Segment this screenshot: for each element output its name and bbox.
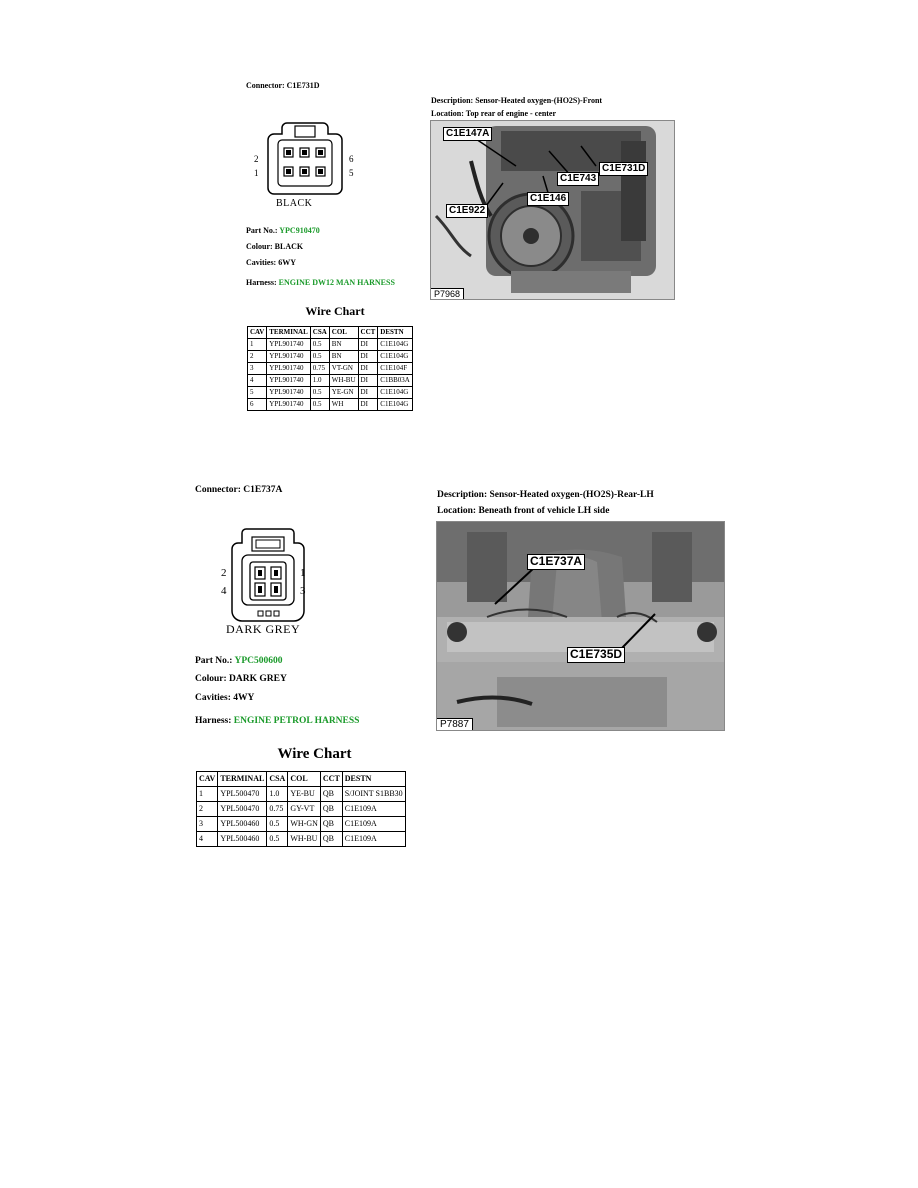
part-no-line [246, 226, 320, 235]
column-header: CAV [248, 327, 267, 339]
column-header: DESTN [378, 327, 413, 339]
column-header: DESTN [342, 772, 405, 787]
column-header: TERMINAL [267, 327, 311, 339]
harness-value: ENGINE PETROL HARNESS [233, 716, 360, 726]
table-cell: YE-GN [329, 387, 358, 399]
harness-value: ENGINE DW12 MAN HARNESS [278, 278, 395, 287]
table-cell: YPL500470 [218, 787, 267, 802]
cavities-label: Cavities: [195, 693, 231, 703]
description-value: Sensor-Heated oxygen-(HO2S)-Front [475, 96, 603, 105]
column-header: CSA [267, 772, 288, 787]
cavities-label: Cavities: [246, 258, 277, 267]
table-cell: C1E109A [342, 817, 405, 832]
wire-chart-title: Wire Chart [305, 304, 365, 318]
table-cell: YPL901740 [267, 399, 311, 411]
location-value: Beneath front of vehicle LH side [478, 506, 610, 516]
table-cell: 6 [248, 399, 267, 411]
table-cell: C1E104F [378, 363, 413, 375]
table-cell: DI [358, 375, 378, 387]
location-label: Location: [437, 506, 477, 516]
table-cell: YPL500460 [218, 817, 267, 832]
table-cell: YPL500460 [218, 832, 267, 847]
connector-heading [195, 485, 282, 495]
table-cell: 0.75 [310, 363, 329, 375]
part-no-label: Part No.: [195, 656, 233, 666]
table-cell: 4 [248, 375, 267, 387]
table-cell: YPL901740 [267, 387, 311, 399]
table-cell: C1BB03A [378, 375, 413, 387]
diagram-color-caption: DARK GREY [226, 622, 301, 636]
cavities-line [195, 693, 254, 703]
table-cell: 1 [248, 339, 267, 351]
table-cell: 3 [197, 817, 218, 832]
part-no-value: YPC910470 [279, 226, 320, 235]
description-line [437, 490, 654, 500]
table-cell: C1E109A [342, 832, 405, 847]
table-cell: DI [358, 339, 378, 351]
table-cell: 1.0 [267, 787, 288, 802]
table-cell: C1E104G [378, 339, 413, 351]
table-cell: YPL901740 [267, 351, 311, 363]
location-line [437, 506, 609, 516]
table-cell: GY-VT [288, 802, 321, 817]
colour-value: DARK GREY [229, 674, 287, 684]
location-photo [430, 120, 675, 300]
colour-value: BLACK [274, 242, 304, 251]
pin-label-1: 1 [300, 567, 306, 579]
connector-id: C1E731D [286, 81, 320, 90]
colour-label: Colour: [246, 242, 273, 251]
table-cell: YE-BU [288, 787, 321, 802]
table-cell: BN [329, 351, 358, 363]
cavities-line [246, 258, 296, 267]
column-header: CCT [320, 772, 342, 787]
colour-line [195, 674, 287, 684]
callout-c1e147a: C1E147A [443, 127, 492, 141]
callout-c1e146: C1E146 [527, 192, 569, 206]
callout-c1e735d: C1E735D [567, 647, 625, 663]
table-row [248, 387, 413, 399]
connector-id: C1E737A [243, 485, 283, 495]
wire-chart-table [196, 771, 406, 847]
column-header: CCT [358, 327, 378, 339]
column-header: CAV [197, 772, 218, 787]
table-header-row [197, 772, 406, 787]
harness-line [195, 716, 359, 726]
photo-code: P7968 [431, 288, 464, 299]
table-cell: 1.0 [310, 375, 329, 387]
table-cell: WH-GN [288, 817, 321, 832]
table-cell: DI [358, 351, 378, 363]
column-header: COL [288, 772, 321, 787]
table-cell: YPL500470 [218, 802, 267, 817]
table-cell: C1E104G [378, 351, 413, 363]
wire-chart-table [247, 326, 413, 411]
pin-label-2: 2 [254, 154, 259, 164]
table-row [248, 399, 413, 411]
table-cell: WH-BU [329, 375, 358, 387]
harness-label: Harness: [195, 716, 232, 726]
table-cell: 0.5 [310, 399, 329, 411]
table-cell: 0.75 [267, 802, 288, 817]
table-cell: WH [329, 399, 358, 411]
table-cell: C1E109A [342, 802, 405, 817]
table-row [197, 817, 406, 832]
callout-c1e922: C1E922 [446, 204, 488, 218]
table-cell: YPL901740 [267, 339, 311, 351]
table-cell: WH-BU [288, 832, 321, 847]
location-value: Top rear of engine - center [465, 109, 557, 118]
table-cell: 2 [248, 351, 267, 363]
table-cell: 1 [197, 787, 218, 802]
table-row [248, 375, 413, 387]
diagram-color-caption: BLACK [276, 198, 313, 209]
table-row [197, 832, 406, 847]
colour-line [246, 242, 303, 251]
column-header: COL [329, 327, 358, 339]
table-row [197, 787, 406, 802]
description-line [431, 96, 602, 105]
description-label: Description: [431, 96, 474, 105]
description-value: Sensor-Heated oxygen-(HO2S)-Rear-LH [489, 490, 654, 500]
callout-c1e743: C1E743 [557, 172, 599, 186]
table-cell: 0.5 [310, 387, 329, 399]
callout-c1e737a: C1E737A [527, 554, 585, 570]
part-no-label: Part No.: [246, 226, 278, 235]
table-cell: 0.5 [267, 832, 288, 847]
table-cell: 5 [248, 387, 267, 399]
table-cell: C1E104G [378, 399, 413, 411]
pin-label-1: 1 [254, 168, 259, 178]
table-cell: DI [358, 363, 378, 375]
table-cell: QB [320, 832, 342, 847]
table-row [248, 351, 413, 363]
table-cell: C1E104G [378, 387, 413, 399]
table-cell: DI [358, 387, 378, 399]
table-row [248, 363, 413, 375]
photo-code: P7887 [437, 718, 473, 730]
table-cell: S/JOINT S1BB30 [342, 787, 405, 802]
column-header: CSA [310, 327, 329, 339]
pin-label-3: 3 [300, 585, 306, 597]
pin-label-2: 2 [221, 567, 227, 579]
table-cell: YPL901740 [267, 363, 311, 375]
column-header: TERMINAL [218, 772, 267, 787]
connector-label: Connector: [246, 81, 285, 90]
pin-label-4: 4 [221, 585, 227, 597]
wire-chart-title: Wire Chart [277, 746, 352, 762]
pin-label-6: 6 [349, 154, 354, 164]
cavities-value: 6WY [278, 258, 296, 267]
table-cell: DI [358, 399, 378, 411]
table-cell: 4 [197, 832, 218, 847]
harness-line [246, 278, 395, 287]
table-cell: YPL901740 [267, 375, 311, 387]
part-no-value: YPC500600 [234, 656, 283, 666]
table-cell: 3 [248, 363, 267, 375]
table-cell: QB [320, 817, 342, 832]
connector-face-diagram [218, 525, 318, 637]
table-row [197, 802, 406, 817]
location-label: Location: [431, 109, 464, 118]
location-line [431, 109, 556, 118]
table-cell: QB [320, 787, 342, 802]
table-cell: QB [320, 802, 342, 817]
table-cell: BN [329, 339, 358, 351]
part-no-line [195, 656, 283, 666]
connector-face-diagram [250, 118, 360, 213]
table-cell: VT-GN [329, 363, 358, 375]
cavities-value: 4WY [233, 693, 255, 703]
colour-label: Colour: [195, 674, 227, 684]
table-cell: 0.5 [267, 817, 288, 832]
connector-face-drawing [218, 525, 318, 637]
location-photo [436, 521, 725, 731]
pin-label-5: 5 [349, 168, 354, 178]
description-label: Description: [437, 490, 488, 500]
table-cell: 0.5 [310, 339, 329, 351]
harness-label: Harness: [246, 278, 277, 287]
connector-heading [246, 81, 320, 90]
table-row [248, 339, 413, 351]
callout-c1e731d: C1E731D [599, 162, 648, 176]
table-header-row [248, 327, 413, 339]
connector-label: Connector: [195, 485, 241, 495]
table-cell: 2 [197, 802, 218, 817]
table-cell: 0.5 [310, 351, 329, 363]
